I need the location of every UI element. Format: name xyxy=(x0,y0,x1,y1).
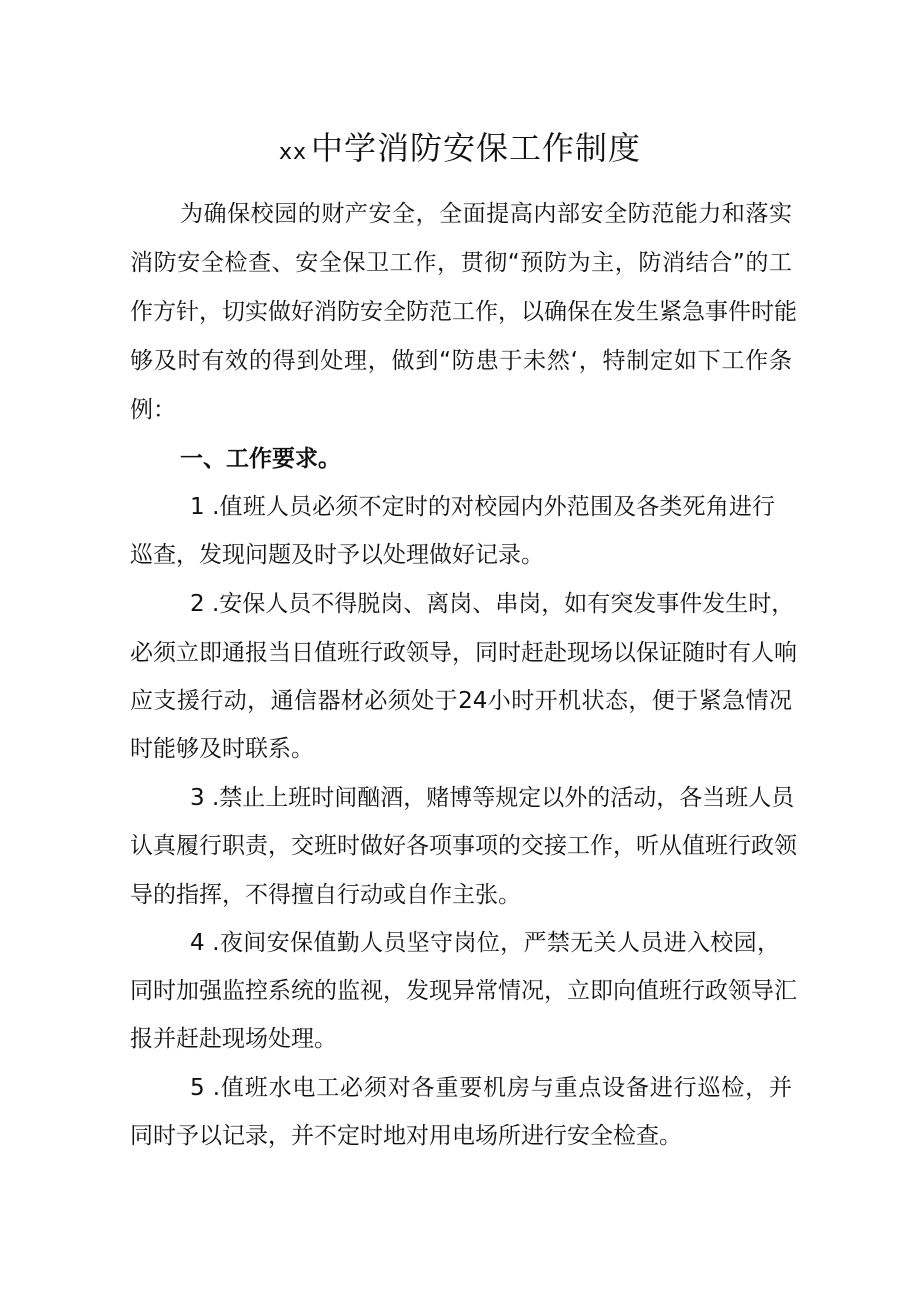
item-line: 巡查，发现问题及时予以处理做好记录。 xyxy=(130,542,544,568)
item-line: 时能够及时联系。 xyxy=(130,736,314,762)
item-line: 同时加强监控系统的监视，发现异常情况，立即向值班行政领导汇 xyxy=(130,978,797,1004)
section-heading: 一、工作要求。 xyxy=(180,446,341,472)
item-line: 2 .安保人员不得脱岗、离岗、串岗，如有突发事件发生时， xyxy=(190,591,795,617)
document-title xyxy=(0,122,920,179)
intro-line: 为确保校园的财产安全，全面提高内部安全防范能力和落实 xyxy=(180,201,792,227)
item-line: 应支援行动，通信器材必须处于24小时开机状态，便于紧急情况 xyxy=(130,688,792,714)
item-line: 报并赶赴现场处理。 xyxy=(130,1026,337,1052)
item-line: 4 .夜间安保值勤人员坚守岗位，严禁无关人员进入校园， xyxy=(190,930,780,956)
intro-line: 作方针，切实做好消防安全防范工作，以确保在发生紧急事件时能 xyxy=(130,299,797,325)
item-line: 认真履行职责，交班时做好各项事项的交接工作，听从值班行政领 xyxy=(130,833,797,859)
intro-line: 够及时有效的得到处理，做到“防患于未然‘，特制定如下工作条 xyxy=(130,348,792,374)
item-line: 3 .禁止上班时间酗酒，赌博等规定以外的活动，各当班人员 xyxy=(190,785,795,811)
item-line: 同时予以记录，并不定时地对用电场所进行安全检查。 xyxy=(130,1123,682,1149)
item-line: 5 .值班水电工必须对各重要机房与重点设备进行巡检，并 xyxy=(190,1075,792,1101)
intro-line: 消防安全检查、安全保卫工作，贯彻“预防为主，防消结合”的工 xyxy=(130,250,792,276)
intro-line: 例： xyxy=(130,397,176,423)
item-line: 导的指挥，不得擅自行动或自作主张。 xyxy=(130,882,521,908)
title-prefix: xx xyxy=(278,140,308,165)
item-line: 必须立即通报当日值班行政领导，同时赶赴现场以保证随时有人响 xyxy=(130,640,797,666)
item-line: 1 .值班人员必须不定时的对校园内外范围及各类死角进行 xyxy=(190,494,775,520)
title-main: 中学消防安保工作制度 xyxy=(311,129,642,167)
